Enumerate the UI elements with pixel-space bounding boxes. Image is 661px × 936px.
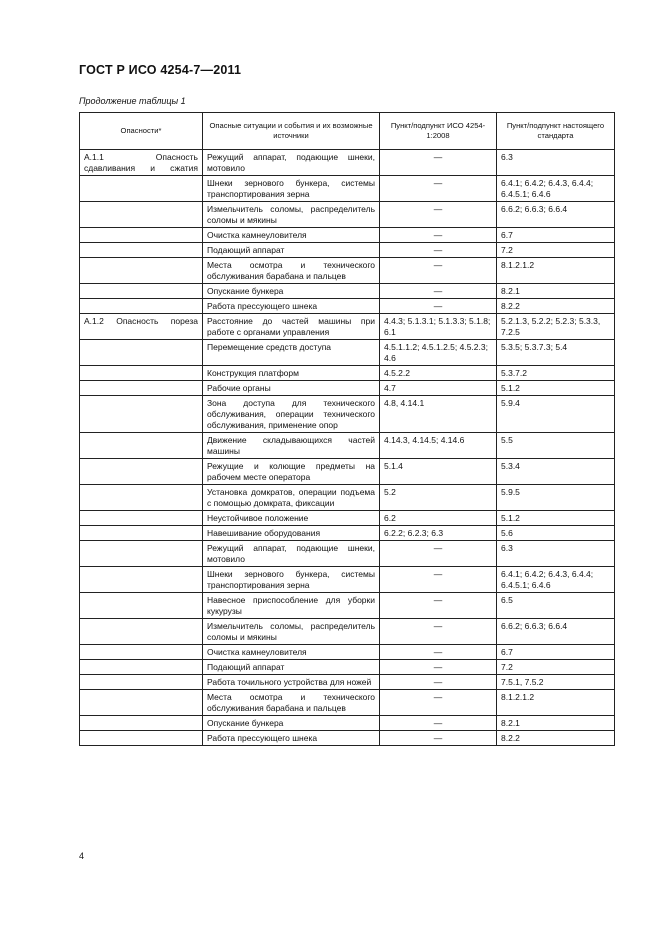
situation-cell: Очистка камнеуловителя (203, 645, 380, 660)
hazard-cell-continued (80, 690, 203, 716)
situation-cell: Навесное приспособление для уборки кукурузы (203, 593, 380, 619)
iso-clause-cell: 5.1.4 (380, 459, 497, 485)
standard-clause-cell: 8.1.2.1.2 (497, 690, 615, 716)
table-row (80, 228, 615, 243)
standard-clause-cell: 8.2.2 (497, 299, 615, 314)
iso-clause-cell: — (380, 731, 497, 746)
hazard-cell-continued (80, 660, 203, 675)
hazard-cell-continued (80, 396, 203, 433)
standard-clause-cell: 5.3.7.2 (497, 366, 615, 381)
standard-clause-cell: 6.7 (497, 645, 615, 660)
iso-clause-cell: — (380, 619, 497, 645)
table-row (80, 243, 615, 258)
standard-clause-cell: 5.2.1.3, 5.2.2; 5.2.3; 5.3.3, 7.2.5 (497, 314, 615, 340)
hazard-cell-continued (80, 299, 203, 314)
table-row (80, 511, 615, 526)
standard-clause-cell: 7.2 (497, 243, 615, 258)
iso-clause-cell: 4.7 (380, 381, 497, 396)
hazard-cell-continued (80, 511, 203, 526)
table-row (80, 690, 615, 716)
hazard-cell-continued (80, 675, 203, 690)
iso-clause-cell: — (380, 176, 497, 202)
table-row (80, 299, 615, 314)
iso-clause-cell: — (380, 284, 497, 299)
hazard-cell-continued (80, 228, 203, 243)
table-row (80, 314, 615, 340)
iso-clause-cell: — (380, 299, 497, 314)
iso-clause-cell: — (380, 675, 497, 690)
iso-clause-cell: 4.14.3, 4.14.5; 4.14.6 (380, 433, 497, 459)
situation-cell: Неустойчивое положение (203, 511, 380, 526)
hazard-cell: А.1.2 Опасность пореза (80, 314, 203, 340)
standard-clause-cell: 8.1.2.1.2 (497, 258, 615, 284)
situation-cell: Конструкция платформ (203, 366, 380, 381)
situation-cell: Шнеки зернового бункера, системы транспортирования зерна (203, 567, 380, 593)
column-header-hazards: Опасности* (80, 113, 203, 150)
standard-clause-cell: 5.9.5 (497, 485, 615, 511)
table-row (80, 731, 615, 746)
situation-cell: Режущий аппарат, подающие шнеки, мотовило (203, 541, 380, 567)
column-header-iso-clause: Пункт/подпункт ИСО 4254-1:2008 (380, 113, 497, 150)
table-row (80, 645, 615, 660)
iso-clause-cell: — (380, 567, 497, 593)
table-row (80, 366, 615, 381)
iso-clause-cell: 5.2 (380, 485, 497, 511)
hazard-cell-continued (80, 567, 203, 593)
hazard-cell-continued (80, 284, 203, 299)
standard-clause-cell: 5.3.5; 5.3.7.3; 5.4 (497, 340, 615, 366)
situation-cell: Работа прессующего шнека (203, 299, 380, 314)
situation-cell: Перемещение средств доступа (203, 340, 380, 366)
situation-cell: Очистка камнеуловителя (203, 228, 380, 243)
iso-clause-cell: — (380, 593, 497, 619)
table-row (80, 176, 615, 202)
hazard-cell-continued (80, 645, 203, 660)
hazard-cell-continued (80, 258, 203, 284)
standard-clause-cell: 5.6 (497, 526, 615, 541)
table-row (80, 567, 615, 593)
situation-cell: Рабочие органы (203, 381, 380, 396)
iso-clause-cell: 4.5.1.1.2; 4.5.1.2.5; 4.5.2.3; 4.6 (380, 340, 497, 366)
iso-clause-cell: 4.8, 4.14.1 (380, 396, 497, 433)
situation-cell: Опускание бункера (203, 716, 380, 731)
table-header-row (80, 113, 615, 150)
table-body (80, 150, 615, 746)
table-row (80, 381, 615, 396)
standard-clause-cell: 6.4.1; 6.4.2; 6.4.3, 6.4.4; 6.4.5.1; 6.4.6 (497, 567, 615, 593)
iso-clause-cell: 6.2 (380, 511, 497, 526)
table-row (80, 660, 615, 675)
situation-cell: Подающий аппарат (203, 243, 380, 258)
standard-clause-cell: 6.4.1; 6.4.2; 6.4.3, 6.4.4; 6.4.5.1; 6.4.6 (497, 176, 615, 202)
table-row (80, 396, 615, 433)
hazard-cell-continued (80, 381, 203, 396)
standard-clause-cell: 6.3 (497, 150, 615, 176)
iso-clause-cell: — (380, 150, 497, 176)
hazard-cell-continued (80, 716, 203, 731)
standard-clause-cell: 8.2.1 (497, 716, 615, 731)
hazard-cell-continued (80, 176, 203, 202)
iso-clause-cell: — (380, 243, 497, 258)
table-row (80, 202, 615, 228)
hazard-cell-continued (80, 366, 203, 381)
hazard-cell-continued (80, 731, 203, 746)
table-row (80, 619, 615, 645)
hazard-cell-continued (80, 619, 203, 645)
situation-cell: Режущие и колющие предметы на рабочем месте оператора (203, 459, 380, 485)
situation-cell: Места осмотра и технического обслуживания барабана и пальцев (203, 690, 380, 716)
iso-clause-cell: — (380, 660, 497, 675)
hazard-cell-continued (80, 202, 203, 228)
situation-cell: Подающий аппарат (203, 660, 380, 675)
situation-cell: Измельчитель соломы, распределитель соломы и мякины (203, 202, 380, 228)
iso-clause-cell: — (380, 716, 497, 731)
hazard-cell: А.1.1 Опасность сдавливания и сжатия (80, 150, 203, 176)
column-header-standard-clause: Пункт/подпункт настоящего стандарта (497, 113, 615, 150)
iso-clause-cell: — (380, 541, 497, 567)
standard-clause-cell: 6.7 (497, 228, 615, 243)
situation-cell: Движение складывающихся частей машины (203, 433, 380, 459)
situation-cell: Опускание бункера (203, 284, 380, 299)
standard-clause-cell: 5.3.4 (497, 459, 615, 485)
hazard-cell-continued (80, 243, 203, 258)
standard-clause-cell: 6.6.2; 6.6.3; 6.6.4 (497, 619, 615, 645)
standard-clause-cell: 5.9.4 (497, 396, 615, 433)
iso-clause-cell: — (380, 228, 497, 243)
table-row (80, 258, 615, 284)
iso-clause-cell: 6.2.2; 6.2.3; 6.3 (380, 526, 497, 541)
iso-clause-cell: 4.5.2.2 (380, 366, 497, 381)
hazard-cell-continued (80, 459, 203, 485)
standard-clause-cell: 6.6.2; 6.6.3; 6.6.4 (497, 202, 615, 228)
standard-clause-cell: 6.5 (497, 593, 615, 619)
hazard-cell-continued (80, 593, 203, 619)
table-row (80, 675, 615, 690)
standard-clause-cell: 7.2 (497, 660, 615, 675)
table-row (80, 284, 615, 299)
standard-clause-cell: 8.2.1 (497, 284, 615, 299)
situation-cell: Режущий аппарат, подающие шнеки, мотовило (203, 150, 380, 176)
table-row (80, 433, 615, 459)
table-row (80, 459, 615, 485)
standard-clause-cell: 6.3 (497, 541, 615, 567)
situation-cell: Шнеки зернового бункера, системы транспортирования зерна (203, 176, 380, 202)
hazards-table (79, 112, 615, 746)
table-row (80, 593, 615, 619)
situation-cell: Навешивание оборудования (203, 526, 380, 541)
standard-clause-cell: 5.5 (497, 433, 615, 459)
column-header-situations: Опасные ситуации и события и их возможные источники (203, 113, 380, 150)
hazard-cell-continued (80, 433, 203, 459)
standard-clause-cell: 5.1.2 (497, 381, 615, 396)
hazard-cell-continued (80, 340, 203, 366)
situation-cell: Работа точильного устройства для ножей (203, 675, 380, 690)
page-number: 4 (79, 851, 85, 861)
iso-clause-cell: — (380, 690, 497, 716)
table-row (80, 485, 615, 511)
iso-clause-cell: — (380, 258, 497, 284)
table-row (80, 716, 615, 731)
standard-clause-cell: 8.2.2 (497, 731, 615, 746)
situation-cell: Работа прессующего шнека (203, 731, 380, 746)
situation-cell: Зона доступа для технического обслуживания, операции технического обслуживания, применение опор (203, 396, 380, 433)
iso-clause-cell: — (380, 202, 497, 228)
table-caption: Продолжение таблицы 1 (79, 96, 186, 106)
hazard-cell-continued (80, 541, 203, 567)
table-row (80, 340, 615, 366)
table-row (80, 541, 615, 567)
iso-clause-cell: 4.4.3; 5.1.3.1; 5.1.3.3; 5.1.8; 6.1 (380, 314, 497, 340)
document-title: ГОСТ Р ИСО 4254-7—2011 (79, 63, 242, 77)
situation-cell: Измельчитель соломы, распределитель соломы и мякины (203, 619, 380, 645)
iso-clause-cell: — (380, 645, 497, 660)
hazard-cell-continued (80, 526, 203, 541)
standard-clause-cell: 5.1.2 (497, 511, 615, 526)
situation-cell: Расстояние до частей машины при работе с органами управления (203, 314, 380, 340)
table-row (80, 150, 615, 176)
standard-clause-cell: 7.5.1, 7.5.2 (497, 675, 615, 690)
table-row (80, 526, 615, 541)
situation-cell: Места осмотра и технического обслуживания барабана и пальцев (203, 258, 380, 284)
situation-cell: Установка домкратов, операции подъема с помощью домкрата, фиксации (203, 485, 380, 511)
hazard-cell-continued (80, 485, 203, 511)
